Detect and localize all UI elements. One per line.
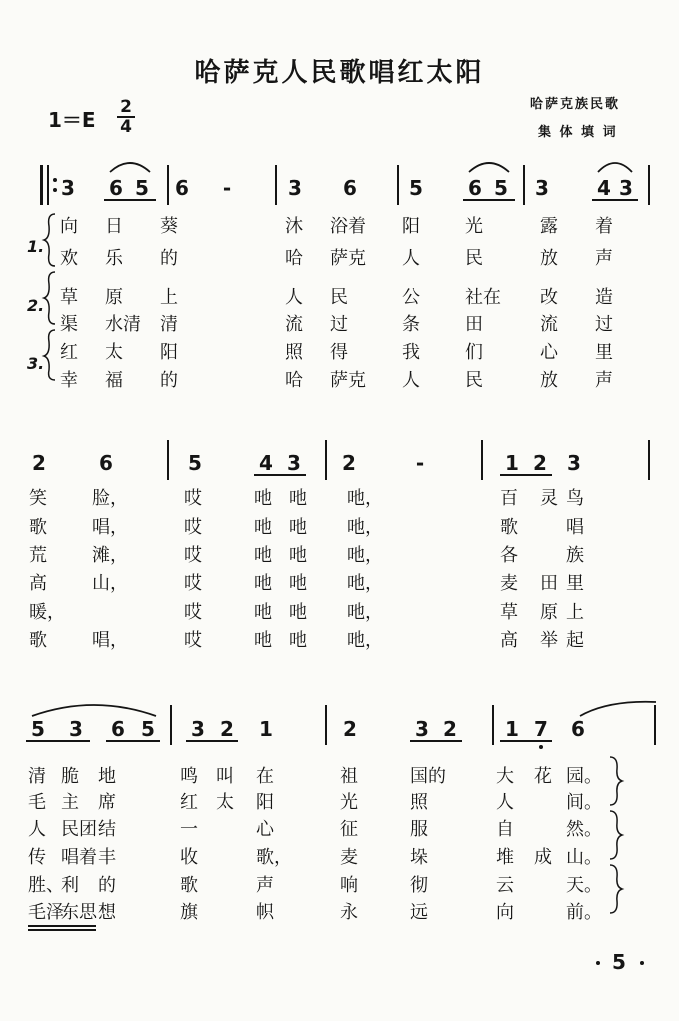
page-number-dot xyxy=(640,961,644,965)
lyric-syllable: 吔 xyxy=(289,602,307,623)
lyric-syllable: 歌， xyxy=(256,847,292,868)
note: 5 xyxy=(409,176,423,200)
lyric-syllable: 鸟 xyxy=(566,488,584,509)
lyric-syllable: 灵 xyxy=(540,488,558,509)
lyric-syllable: 征 xyxy=(340,819,358,840)
lyric-syllable: 里 xyxy=(595,342,613,363)
lyric-syllable: 阳 xyxy=(256,792,274,813)
barline xyxy=(325,440,327,480)
lyric-syllable: 阳 xyxy=(160,342,178,363)
eighth-beam xyxy=(254,474,306,476)
lyric-syllable: 旗 xyxy=(180,902,198,923)
barline xyxy=(167,165,169,205)
underline xyxy=(28,929,96,931)
verse-label-3: 3. xyxy=(27,354,45,373)
dash: - xyxy=(222,176,232,200)
lyric-syllable: 成 xyxy=(534,847,552,868)
lyric-syllable: 哎 xyxy=(184,573,202,594)
note: 1 xyxy=(259,717,273,741)
lyric-syllable: 的 xyxy=(160,248,178,269)
time-signature xyxy=(116,98,136,136)
note: 5 xyxy=(31,717,45,741)
barline xyxy=(654,705,656,745)
origin-credit: 哈萨克族民歌 xyxy=(530,97,621,112)
lyric-syllable: 民团 xyxy=(61,819,97,840)
note: 7 xyxy=(534,717,548,741)
barline xyxy=(648,165,650,205)
lyric-syllable: 吔 xyxy=(289,630,307,651)
lyric-syllable: 沐 xyxy=(285,216,303,237)
lyric-syllable: 心 xyxy=(540,342,558,363)
lyric-syllable: 荒 xyxy=(29,545,47,566)
note: 5 xyxy=(188,451,202,475)
note: 2 xyxy=(32,451,46,475)
barline xyxy=(397,165,399,205)
lyric-syllable: 萨克 xyxy=(330,248,366,269)
lyric-syllable: 心 xyxy=(256,819,274,840)
lyric-syllable: 的 xyxy=(160,370,178,391)
note: 6 xyxy=(343,176,357,200)
lyric-syllable: 堆 xyxy=(496,847,514,868)
lyric-syllable: 渠 xyxy=(60,314,78,335)
lyric-syllable: 花 xyxy=(534,766,552,787)
lyric-syllable: 向 xyxy=(60,216,78,237)
lyric-syllable: 麦 xyxy=(500,573,518,594)
eighth-beam xyxy=(500,474,552,476)
lyric-syllable: 光 xyxy=(465,216,483,237)
eighth-beam xyxy=(104,199,156,201)
lyric-syllable: 祖 xyxy=(340,766,358,787)
lyric-syllable: 红 xyxy=(60,342,78,363)
lyric-syllable: 大 xyxy=(496,766,514,787)
lyric-syllable: 传 xyxy=(28,847,46,868)
verse-label-2: 2. xyxy=(27,296,45,315)
lyric-syllable: 滩， xyxy=(92,545,128,566)
lyric-syllable: 高 xyxy=(500,630,518,651)
lyric-syllable: 唱， xyxy=(92,630,128,651)
lyric-syllable: 吔 xyxy=(289,573,307,594)
repeat-start-thick-bar xyxy=(40,165,43,205)
lyric-syllable: 红 xyxy=(180,792,198,813)
lyric-syllable: 高 xyxy=(29,573,47,594)
lyric-syllable: 得 xyxy=(330,342,348,363)
lyric-syllable: 草 xyxy=(60,287,78,308)
lyric-syllable: 吔， xyxy=(347,573,383,594)
key-signature: 1＝E xyxy=(48,108,96,132)
lyric-syllable: 水清 xyxy=(105,314,141,335)
lyric-syllable: 流 xyxy=(285,314,303,335)
lyricist-credit: 集 体 填 词 xyxy=(538,125,618,140)
lyric-syllable: 上 xyxy=(566,602,584,623)
lyric-syllable: 放 xyxy=(540,370,558,391)
lyric-syllable: 山。 xyxy=(566,847,602,868)
lyric-syllable: 鸣 xyxy=(180,766,198,787)
lyric-syllable: 流 xyxy=(540,314,558,335)
barline xyxy=(523,165,525,205)
note: 1 xyxy=(505,717,519,741)
barline xyxy=(481,440,483,480)
lyric-syllable: 笑 xyxy=(29,488,47,509)
lyric-syllable: 吔 xyxy=(254,517,272,538)
lyric-syllable: 吔， xyxy=(347,517,383,538)
note: 4 xyxy=(597,176,611,200)
page-number-dot xyxy=(596,961,600,965)
note: 3 xyxy=(288,176,302,200)
lyric-syllable: 唱， xyxy=(92,517,128,538)
lyric-syllable: 放 xyxy=(540,248,558,269)
lyric-syllable: 声 xyxy=(595,248,613,269)
verse-label-1: 1. xyxy=(27,237,45,256)
lyric-syllable: 百 xyxy=(500,488,518,509)
note: 3 xyxy=(535,176,549,200)
lyric-syllable: 吔 xyxy=(289,517,307,538)
lyric-syllable: 向 xyxy=(496,902,514,923)
eighth-beam xyxy=(186,740,238,742)
lyric-syllable: 乐 xyxy=(105,248,123,269)
lyric-syllable: 永 xyxy=(340,902,358,923)
slur xyxy=(108,158,152,174)
lyric-syllable: 里 xyxy=(566,573,584,594)
lyric-syllable: 歌 xyxy=(29,517,47,538)
note: 1 xyxy=(505,451,519,475)
lyric-syllable: 原 xyxy=(105,287,123,308)
lyric-syllable: 彻 xyxy=(410,875,428,896)
note: 3 xyxy=(61,176,75,200)
lyric-syllable: 人 xyxy=(28,819,46,840)
lyric-syllable: 间。 xyxy=(566,792,602,813)
lyric-syllable: 自 xyxy=(496,819,514,840)
lyric-syllable: 云 xyxy=(496,875,514,896)
lyric-syllable: 吔， xyxy=(347,488,383,509)
lyric-syllable: 吔 xyxy=(254,488,272,509)
lyric-syllable: 歌 xyxy=(180,875,198,896)
note: 3 xyxy=(415,717,429,741)
verse-braces xyxy=(43,212,57,382)
time-numerator: 2 xyxy=(120,97,132,117)
lyric-syllable: 帜 xyxy=(256,902,274,923)
lyric-syllable: 歌 xyxy=(29,630,47,651)
lyric-syllable: 歌 xyxy=(500,517,518,538)
lyric-syllable: 日 xyxy=(105,216,123,237)
lyric-syllable: 远 xyxy=(410,902,428,923)
lyric-syllable: 吔 xyxy=(289,545,307,566)
lyric-syllable: 天。 xyxy=(566,875,602,896)
lyric-syllable: 胜、 xyxy=(28,875,64,896)
lyric-syllable: 幸 xyxy=(60,370,78,391)
note: 5 xyxy=(494,176,508,200)
lyric-syllable: 想 xyxy=(98,902,116,923)
verse-end-braces xyxy=(608,755,624,915)
note: 2 xyxy=(533,451,547,475)
slur xyxy=(30,700,158,718)
lyric-syllable: 哎 xyxy=(184,630,202,651)
lyric-syllable: 民 xyxy=(465,370,483,391)
lyric-syllable: 吔， xyxy=(347,545,383,566)
lyric-syllable: 清 xyxy=(28,766,46,787)
lyric-syllable: 萨克 xyxy=(330,370,366,391)
lyric-syllable: 露 xyxy=(540,216,558,237)
lyric-syllable: 人 xyxy=(496,792,514,813)
eighth-beam xyxy=(26,740,90,742)
lyric-syllable: 结 xyxy=(98,819,116,840)
lyric-syllable: 前。 xyxy=(566,902,602,923)
eighth-beam xyxy=(463,199,515,201)
lyric-syllable: 过 xyxy=(595,314,613,335)
barline xyxy=(492,705,494,745)
lyric-syllable: 响 xyxy=(340,875,358,896)
lyric-syllable: 利 xyxy=(61,875,79,896)
lyric-syllable: 叫 xyxy=(216,766,234,787)
lyric-syllable: 造 xyxy=(595,287,613,308)
lyric-syllable: 垛 xyxy=(410,847,428,868)
note: 6 xyxy=(175,176,189,200)
lyric-syllable: 然。 xyxy=(566,819,602,840)
note: 3 xyxy=(191,717,205,741)
dash: - xyxy=(415,451,425,475)
lyric-syllable: 人 xyxy=(285,287,303,308)
tie xyxy=(578,700,658,718)
lyric-syllable: 族 xyxy=(566,545,584,566)
eighth-beam xyxy=(500,740,552,742)
lyric-syllable: 暖， xyxy=(29,602,65,623)
lyric-syllable: 收 xyxy=(180,847,198,868)
lyric-syllable: 公 xyxy=(402,287,420,308)
lyric-syllable: 山， xyxy=(92,573,128,594)
note: 3 xyxy=(287,451,301,475)
lyric-syllable: 上 xyxy=(160,287,178,308)
note: 6 xyxy=(111,717,125,741)
lyric-syllable: 毛 xyxy=(28,792,46,813)
note: 5 xyxy=(135,176,149,200)
lyric-syllable: 吔 xyxy=(254,573,272,594)
lyric-syllable: 吔， xyxy=(347,602,383,623)
barline xyxy=(325,705,327,745)
lyric-syllable: 改 xyxy=(540,287,558,308)
lyric-syllable: 服 xyxy=(410,819,428,840)
lyric-syllable: 国的 xyxy=(410,766,446,787)
lyric-syllable: 田 xyxy=(465,314,483,335)
lyric-syllable: 我 xyxy=(402,342,420,363)
eighth-beam xyxy=(592,199,638,201)
lyric-syllable: 社在 xyxy=(465,287,501,308)
lyric-syllable: 照 xyxy=(285,342,303,363)
note: 6 xyxy=(99,451,113,475)
note: 6 xyxy=(109,176,123,200)
lyric-syllable: 福 xyxy=(105,370,123,391)
lyric-syllable: 吔 xyxy=(289,488,307,509)
lyric-syllable: 吔 xyxy=(254,630,272,651)
lyric-syllable: 葵 xyxy=(160,216,178,237)
lyric-syllable: 吔 xyxy=(254,545,272,566)
lyric-syllable: 席 xyxy=(98,792,116,813)
lyric-syllable: 唱着 xyxy=(61,847,97,868)
lyric-syllable: 举 xyxy=(540,630,558,651)
lyric-syllable: 着 xyxy=(595,216,613,237)
lyric-syllable: 哎 xyxy=(184,602,202,623)
lyric-syllable: 太 xyxy=(105,342,123,363)
barline xyxy=(167,440,169,480)
lyric-syllable: 的 xyxy=(98,875,116,896)
lyric-syllable: 浴着 xyxy=(330,216,366,237)
lyric-syllable: 哈 xyxy=(285,370,303,391)
note: 2 xyxy=(220,717,234,741)
lyric-syllable: 吔， xyxy=(347,630,383,651)
note: 5 xyxy=(141,717,155,741)
lyric-syllable: 一 xyxy=(180,819,198,840)
note: 6 xyxy=(468,176,482,200)
lower-octave-dot xyxy=(539,745,543,749)
lyric-syllable: 人 xyxy=(402,370,420,391)
lyric-syllable: 们 xyxy=(465,342,483,363)
barline xyxy=(275,165,277,205)
lyric-syllable: 哎 xyxy=(184,517,202,538)
underline xyxy=(28,925,96,927)
lyric-syllable: 哈 xyxy=(285,248,303,269)
lyric-syllable: 起 xyxy=(566,630,584,651)
lyric-syllable: 在 xyxy=(256,766,274,787)
barline xyxy=(648,440,650,480)
lyric-syllable: 吔 xyxy=(254,602,272,623)
lyric-syllable: 声 xyxy=(595,370,613,391)
lyric-syllable: 欢 xyxy=(60,248,78,269)
lyric-syllable: 毛泽 xyxy=(28,902,64,923)
lyric-syllable: 脆 xyxy=(61,766,79,787)
lyric-syllable: 地 xyxy=(98,766,116,787)
page-number: 5 xyxy=(612,950,626,974)
lyric-syllable: 太 xyxy=(216,792,234,813)
lyric-syllable: 光 xyxy=(340,792,358,813)
lyric-syllable: 东思 xyxy=(61,902,97,923)
slur xyxy=(596,158,634,174)
slur xyxy=(467,158,511,174)
lyric-syllable: 脸， xyxy=(92,488,128,509)
lyric-syllable: 丰 xyxy=(98,847,116,868)
note: 2 xyxy=(342,451,356,475)
time-denominator: 4 xyxy=(120,117,132,137)
lyric-syllable: 阳 xyxy=(402,216,420,237)
barline xyxy=(170,705,172,745)
lyric-syllable: 民 xyxy=(330,287,348,308)
lyric-syllable: 田 xyxy=(540,573,558,594)
lyric-syllable: 园。 xyxy=(566,766,602,787)
note: 3 xyxy=(567,451,581,475)
note: 3 xyxy=(619,176,633,200)
eighth-beam xyxy=(410,740,462,742)
note: 2 xyxy=(343,717,357,741)
note: 3 xyxy=(69,717,83,741)
note: 6 xyxy=(571,717,585,741)
lyric-syllable: 唱 xyxy=(566,517,584,538)
lyric-syllable: 民 xyxy=(465,248,483,269)
lyric-syllable: 哎 xyxy=(184,488,202,509)
lyric-syllable: 原 xyxy=(540,602,558,623)
song-title: 哈萨克人民歌唱红太阳 xyxy=(194,58,485,88)
lyric-syllable: 条 xyxy=(402,314,420,335)
lyric-syllable: 麦 xyxy=(340,847,358,868)
lyric-syllable: 主 xyxy=(61,792,79,813)
eighth-beam xyxy=(106,740,160,742)
repeat-start-thin-bar xyxy=(47,165,49,205)
lyric-syllable: 照 xyxy=(410,792,428,813)
note: 2 xyxy=(443,717,457,741)
lyric-syllable: 各 xyxy=(500,545,518,566)
lyric-syllable: 草 xyxy=(500,602,518,623)
lyric-syllable: 人 xyxy=(402,248,420,269)
lyric-syllable: 声 xyxy=(256,875,274,896)
lyric-syllable: 清 xyxy=(160,314,178,335)
note: 4 xyxy=(259,451,273,475)
lyric-syllable: 过 xyxy=(330,314,348,335)
lyric-syllable: 哎 xyxy=(184,545,202,566)
